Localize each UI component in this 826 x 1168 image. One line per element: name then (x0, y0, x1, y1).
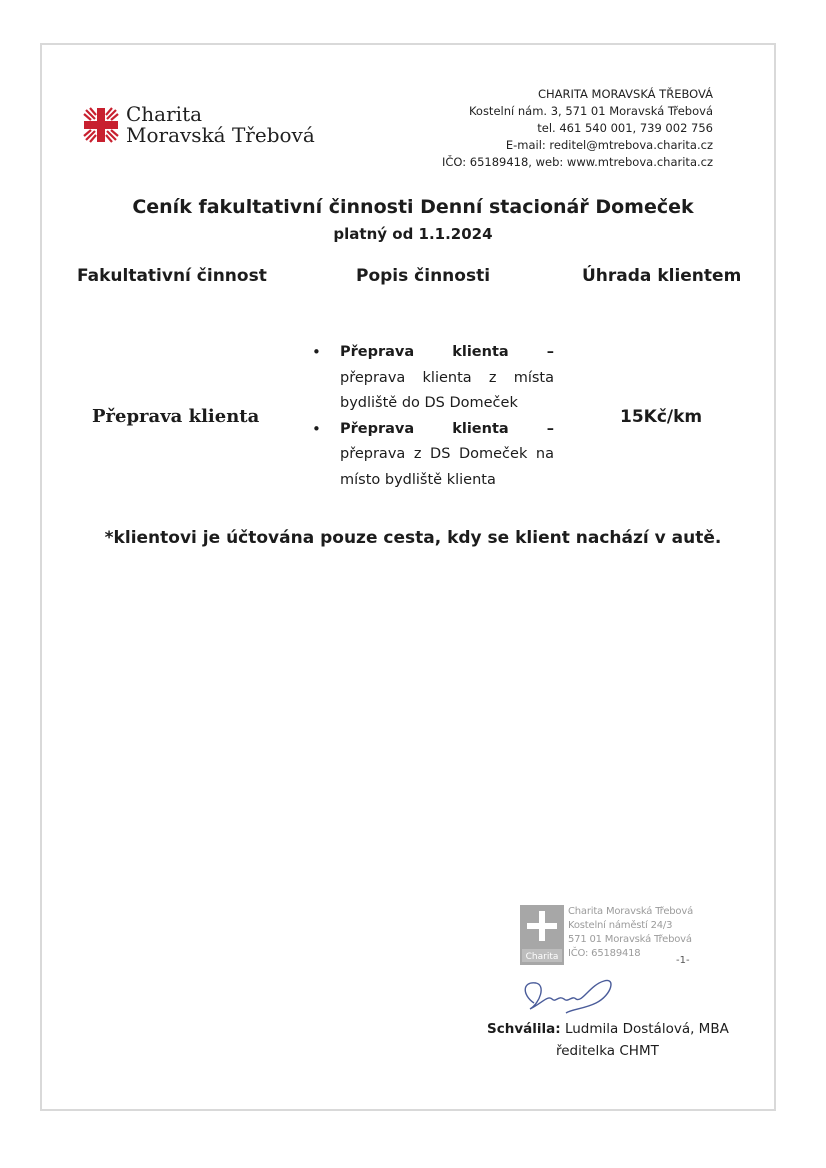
footnote: *klientovi je účtována pouze cesta, kdy se klient nachází v autě. (104, 528, 722, 548)
org-ico-web: IČO: 65189418, web: www.mtrebova.charita.cz (441, 155, 713, 169)
service-name: Přeprava klienta (92, 406, 260, 427)
bullet-icon: • (312, 419, 321, 438)
stamp-logo-icon (520, 905, 564, 965)
org-email: E-mail: reditel@mtrebova.charita.cz (505, 138, 713, 152)
item-heading-dash: – (546, 344, 554, 360)
approver-name: Ludmila Dostálová, MBA (564, 1021, 729, 1037)
service-price: 15Kč/km (620, 407, 703, 427)
item-heading (340, 417, 554, 443)
logo-line-2: Moravská Třebová (126, 123, 315, 147)
organization-stamp (520, 905, 693, 965)
bullet-icon: • (312, 343, 321, 361)
item-heading-word-1: Přeprava (340, 344, 415, 360)
charity-logo (82, 104, 315, 146)
document-subtitle: platný od 1.1.2024 (333, 225, 493, 243)
list-item (312, 340, 554, 417)
stamp-line: Kostelní náměstí 24/3 (568, 920, 673, 931)
stamp-line: 571 01 Moravská Třebová (568, 934, 692, 945)
stamp-line: Charita Moravská Třebová (568, 906, 693, 917)
item-heading-dash: – (546, 420, 554, 437)
document-title: Ceník fakultativní činnosti Denní stacionář Domeček (132, 196, 694, 218)
org-contact-block (442, 86, 713, 171)
org-phone: tel. 461 540 001, 739 002 756 (537, 121, 713, 135)
item-heading-word-1: Přeprava (340, 420, 415, 437)
column-header-description: Popis činnosti (356, 266, 491, 286)
column-header-payment: Úhrada klientem (582, 266, 742, 286)
approver (487, 1021, 729, 1037)
list-item (312, 417, 554, 494)
item-text: přeprava klienta z místa bydliště do DS Domeček (340, 369, 554, 411)
stamp-line: IČO: 65189418 (568, 948, 641, 959)
item-text: přeprava z DS Domeček na místo bydliště klienta (340, 446, 554, 488)
item-heading (340, 340, 554, 366)
charita-cross-icon (82, 106, 120, 144)
column-header-activity: Fakultativní činnost (77, 266, 267, 286)
handwritten-signature (512, 973, 622, 1021)
description-list (312, 340, 554, 493)
stamp-mark: -1- (676, 955, 690, 966)
stamp-logo-text: Charita (525, 952, 559, 962)
org-name: CHARITA MORAVSKÁ TŘEBOVÁ (537, 87, 713, 101)
stamp-text (568, 905, 693, 961)
logo-line-1: Charita (126, 102, 203, 126)
item-heading-word-2: klienta (452, 420, 509, 437)
approver-label: Schválila: (487, 1021, 561, 1037)
org-address: Kostelní nám. 3, 571 01 Moravská Třebová (468, 104, 713, 118)
logo-text (126, 104, 315, 146)
item-heading-word-2: klienta (452, 344, 509, 360)
approver-role: ředitelka CHMT (556, 1043, 659, 1059)
